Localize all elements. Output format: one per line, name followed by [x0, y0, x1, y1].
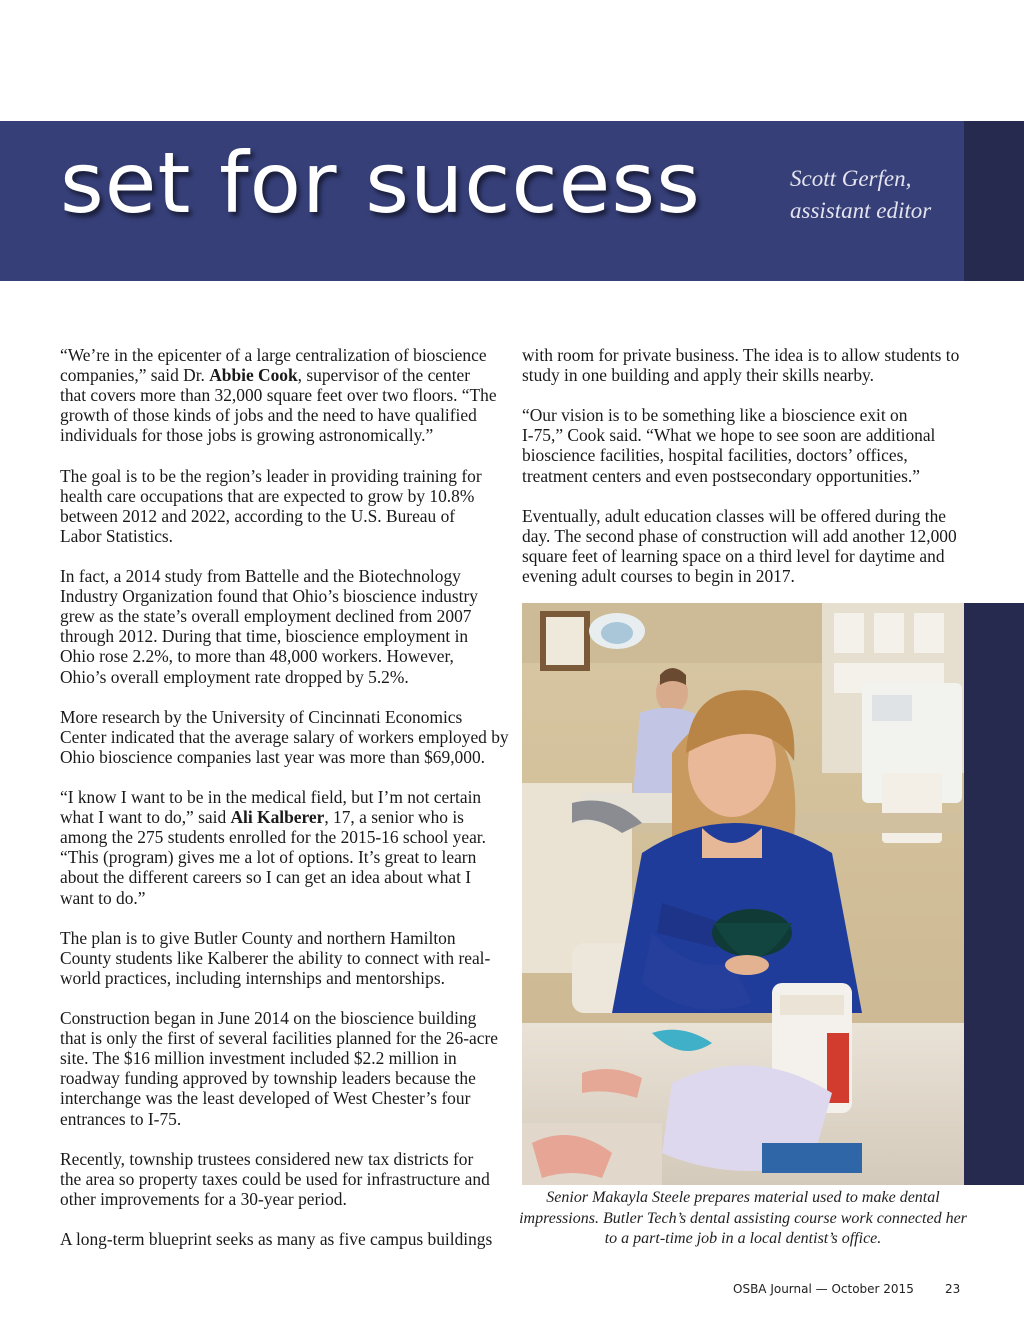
- paragraph: “I know I want to be in the medical field, but I’m not certain what I want to do,” said Ali Kalberer, 17, a senior who is among the 275 students enrolled for the 2015-16 school year. “This (program) gives me a lot of options. It’s great to learn about the different careers so I can get an idea about what I want to do.”: [60, 787, 486, 908]
- article-title: set for success: [60, 134, 701, 232]
- right-column: [522, 345, 967, 606]
- paragraph: More research by the University of Cincinnati Economics Center indicated that the average salary of workers employed by Ohio bioscience companies last year was more than $69,000.: [60, 706, 509, 767]
- footer-journal: OSBA Journal — October 2015: [733, 1282, 914, 1296]
- name-ali-kalberer: Ali Kalberer: [230, 807, 325, 828]
- name-abbie-cook: Abbie Cook: [209, 365, 298, 386]
- paragraph: A long-term blueprint seeks as many as five campus buildings: [60, 1229, 493, 1250]
- paragraph: with room for private business. The idea is to allow students to study in one building and apply their skills nearby.: [522, 345, 960, 386]
- byline: [790, 163, 931, 227]
- paragraph: Construction began in June 2014 on the bioscience building that is only the first of several facilities planned for the 26-acre site. The $16 million investment included $2.2 million in roadway funding approved by township leaders because the interchange was the least developed of West Chester’s four entrances to I-75.: [60, 1008, 498, 1129]
- paragraph: In fact, a 2014 study from Battelle and the Biotechnology Industry Organization found that Ohio’s bioscience industry grew as the state’s overall employment declined from 2007 through 2012. During that time, bioscience employment in Ohio rose 2.2%, to more than 48,000 workers. However, Ohio’s overall employment rate dropped by 5.2%.: [60, 566, 478, 687]
- byline-author: Scott Gerfen,: [790, 166, 912, 191]
- photo-side-bar: [964, 603, 1024, 1185]
- page-number: 23: [945, 1282, 961, 1296]
- paragraph: The goal is to be the region’s leader in providing training for health care occupations that are expected to grow by 10.8% between 2012 and 2022, according to the U.S. Bureau of Labor Statistics.: [60, 465, 482, 546]
- paragraph: “We’re in the epicenter of a large centralization of bioscience companies,” said Dr. Abbie Cook, supervisor of the center that covers more than 32,000 square feet over two floors. “The growth of those kinds of jobs and the need to have qualified individuals for those jobs is growing astronomically.”: [60, 345, 497, 446]
- article-photo: [522, 603, 964, 1185]
- paragraph: Recently, township trustees considered new tax districts for the area so property taxes could be used for infrastructure and other improvements for a 30-year period.: [60, 1148, 490, 1209]
- paragraph: Eventually, adult education classes will be offered during the day. The second phase of construction will add another 12,000 square feet of learning space on a third level for daytime and evening adult courses to begin in 2017.: [522, 505, 957, 587]
- left-column: [60, 345, 509, 1269]
- byline-role: assistant editor: [790, 198, 932, 223]
- paragraph: The plan is to give Butler County and northern Hamilton County students like Kalberer the ability to connect with real- world practices, including internships and mentorships.: [60, 927, 491, 988]
- photo-caption: Senior Makayla Steele prepares material used to make dental impressions. Butler Tech’s dental assisting course work connected her to a part-time job in a local dentist’s office.: [519, 1189, 967, 1247]
- dental-lab-photo: [522, 603, 964, 1185]
- banner-edge-block: [964, 121, 1024, 281]
- paragraph: “Our vision is to be something like a bioscience exit on I-75,” Cook said. “What we hope to see soon are additional bioscience facilities, hospital facilities, doctors’ offices, treatment centers and even postsecondary opportunities.”: [522, 405, 936, 486]
